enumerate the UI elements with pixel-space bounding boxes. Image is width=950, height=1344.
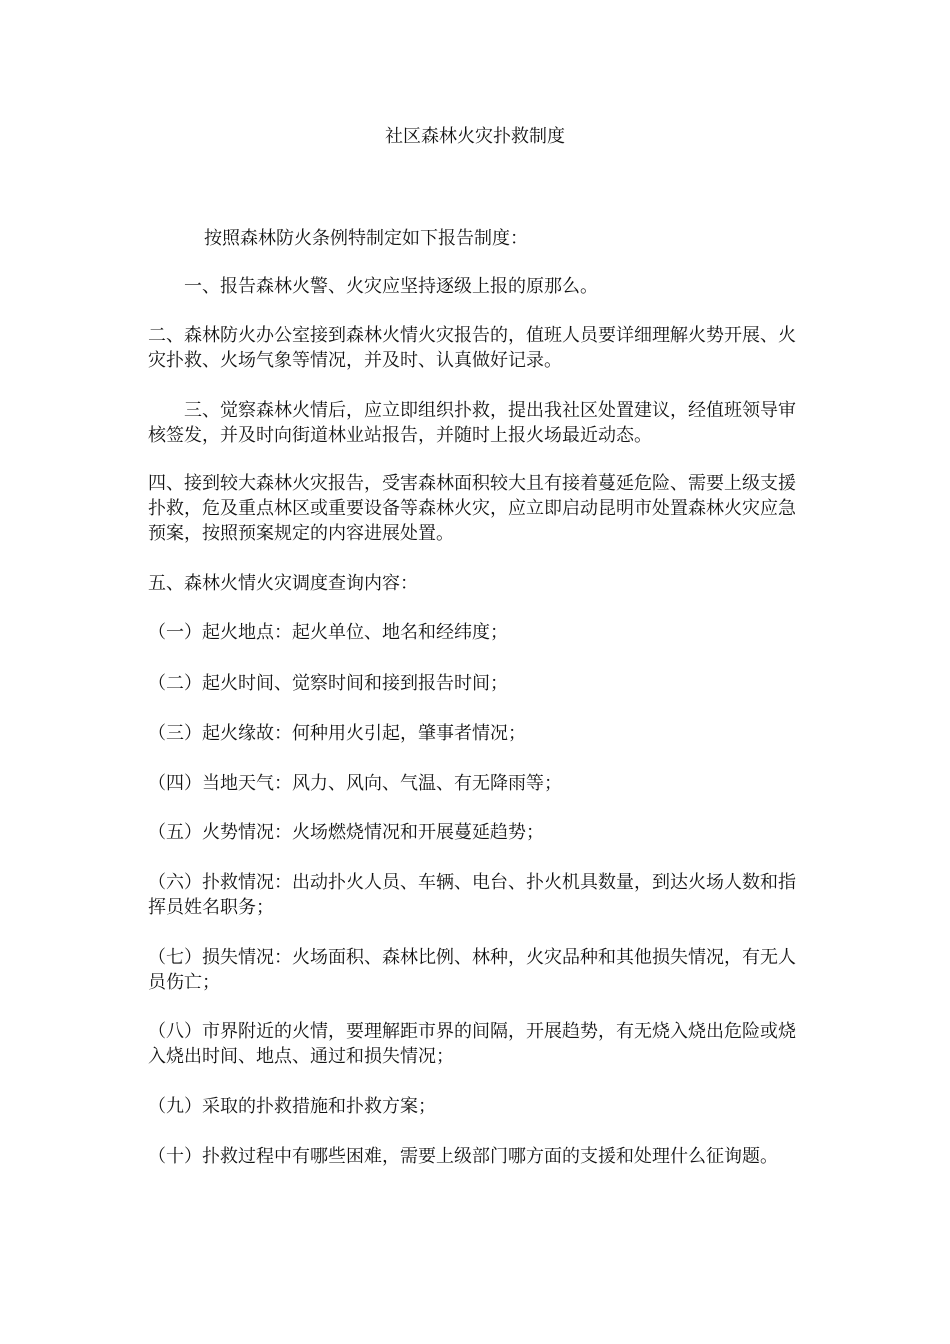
paragraph-4: 四、接到较大森林火灾报告，受害森林面积较大且有接着蔓延危险、需要上级支援扑救，危及重点林区或重要设备等森林火灾，应立即启动昆明市处置森林火灾应急预案，按照预案规定的内容进展处置。 <box>148 473 796 544</box>
paragraph-1: 一、报告森林火警、火灾应坚持逐级上报的原那么。 <box>184 276 598 297</box>
paragraph-3: 三、觉察森林火情后，应立即组织扑救，提出我社区处置建议，经值班领导审核签发，并及时向街道林业站报告，并随时上报火场最近动态。 <box>148 400 796 446</box>
document-title: 社区森林火灾扑救制度 <box>385 126 565 147</box>
list-item-4: （四）当地天气：风力、风向、气温、有无降雨等； <box>148 773 562 794</box>
paragraph-2: 二、森林防火办公室接到森林火情火灾报告的，值班人员要详细理解火势开展、火灾扑救、火场气象等情况，并及时、认真做好记录。 <box>148 325 796 371</box>
paragraph-5: 五、森林火情火灾调度查询内容： <box>148 573 418 594</box>
list-item-9: （九）采取的扑救措施和扑救方案； <box>148 1096 436 1117</box>
paragraph-intro: 按照森林防火条例特制定如下报告制度： <box>204 228 528 249</box>
list-item-7: （七）损失情况：火场面积、森林比例、林种，火灾品种和其他损失情况，有无人员伤亡； <box>148 947 796 993</box>
list-item-5: （五）火势情况：火场燃烧情况和开展蔓延趋势； <box>148 822 544 843</box>
list-item-3: （三）起火缘故：何种用火引起，肇事者情况； <box>148 723 526 744</box>
list-item-6: （六）扑救情况：出动扑火人员、车辆、电台、扑火机具数量，到达火场人数和指挥员姓名职务； <box>148 872 796 918</box>
list-item-8: （八）市界附近的火情，要理解距市界的间隔，开展趋势，有无烧入烧出危险或烧入烧出时间、地点、通过和损失情况； <box>148 1021 796 1067</box>
list-item-2: （二）起火时间、觉察时间和接到报告时间； <box>148 673 508 694</box>
list-item-10: （十）扑救过程中有哪些困难，需要上级部门哪方面的支援和处理什么征询题。 <box>148 1146 778 1167</box>
list-item-1: （一）起火地点：起火单位、地名和经纬度； <box>148 622 508 643</box>
